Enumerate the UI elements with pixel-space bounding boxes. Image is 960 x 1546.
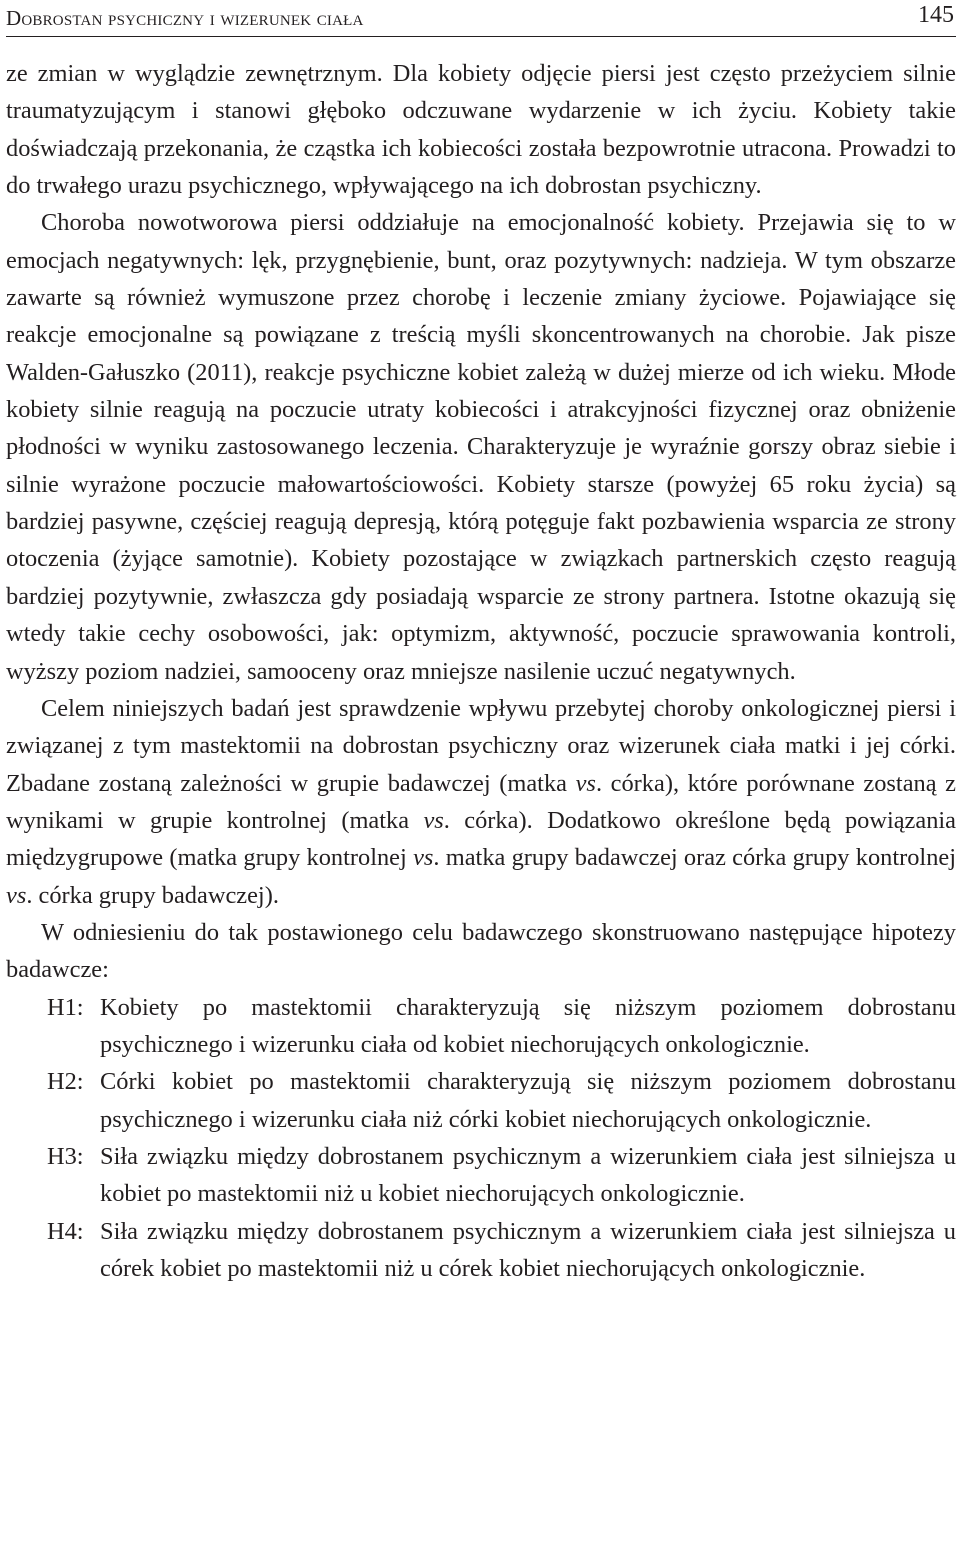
running-header-title: Dobrostan psychiczny i wizerunek ciała [6, 6, 364, 30]
hypothesis-item [6, 1138, 956, 1213]
italic-vs: vs [423, 806, 444, 834]
hypothesis-text: Siła związku między dobrostanem psychicznym a wizerunkiem ciała jest silniejsza u córek kobiet po mastektomii niż u córek kobiet niechorujących onkologicznie. [100, 1217, 956, 1282]
hypothesis-text: Kobiety po mastektomii charakteryzują się niższym poziomem dobrostanu psychicznego i wizerunku ciała od kobiet niechorujących onkologicznie. [100, 993, 956, 1058]
hypothesis-text: Córki kobiet po mastektomii charakteryzują się niższym poziomem dobrostanu psychicznego i wizerunku ciała niż córki kobiet niechorujących onkologicznie. [100, 1068, 956, 1133]
paragraph-text: . córka grupy badawczej). [26, 881, 279, 909]
body-text [6, 55, 956, 1287]
italic-vs: vs [575, 769, 596, 797]
hypothesis-label: H1: [47, 993, 84, 1021]
paragraph-text: . matka grupy badawczej oraz córka grupy kontrolnej [433, 844, 957, 872]
hypothesis-item [6, 1213, 956, 1288]
hypotheses-list [6, 989, 956, 1288]
document-page [6, 0, 956, 1546]
running-header [6, 0, 956, 37]
paragraph-text: . córka), które porównane zostaną z wynikami w grupie kontrolnej (matka [6, 769, 956, 834]
italic-vs: vs [413, 844, 434, 872]
page-number: 145 [918, 2, 954, 28]
paragraph-text: . córka). Dodatkowo określone będą powiązania międzygrupowe (matka grupy kontrolnej [6, 806, 956, 872]
paragraph-text: Choroba nowotworowa piersi oddziałuje na emocjonalność kobiety. Przejawia się to w emocjach negatywnych: lęk, przygnębienie, bunt, oraz pozytywnych: nadzieja. W tym obszarze zawarte są również wymuszone przez chorobę i leczenie zmiany życiowe. Pojawiające się reakcje emocjonalne są powiązane z treścią myśli skoncentrowanych na chorobie. Jak pisze Walden-Gałuszko (2011), reakcje psychiczne kobiet zależą w dużej mierze od ich wieku. Młode kobiety silnie reagują na poczucie utraty kobiecości i atrakcyjności fizycznej oraz obniżenie płodności w wyniku zastosowanego leczenia. Charakteryzuje je wyraźnie gorszy obraz siebie i silnie wyrażone poczucie małowartościowości. Kobiety starsze (powyżej 65 roku życia) są bardziej pasywne, częściej reagują depresją, którą potęguje fakt pozbawienia wsparcia ze strony otoczenia (żyjące samotnie). Kobiety pozostające w związkach partnerskich często reagują bardziej pozytywnie, zwłaszcza gdy posiadają wsparcie ze strony partnera. Istotne okazują się wtedy takie cechy osobowości, jak: optymizm, aktywność, poczucie sprawowania kontroli, wyższy poziom nadziei, samooceny oraz mniejsze nasilenie uczuć negatywnych. [6, 209, 956, 685]
hypothesis-label: H2: [47, 1068, 84, 1096]
hypothesis-label: H4: [47, 1217, 84, 1245]
paragraph-text: W odniesieniu do tak postawionego celu badawczego skonstruowano następujące hipotezy badawcze: [6, 918, 956, 984]
paragraph-text: ze zmian w wyglądzie zewnętrznym. Dla kobiety odjęcie piersi jest często przeżyciem silnie traumatyzującym i stanowi głęboko odczuwane wydarzenie w ich życiu. Kobiety takie doświadczają przekonania, że cząstka ich kobiecości została bezpowrotnie utracona. Prowadzi to do trwałego urazu psychicznego, wpływającego na ich dobrostan psychiczny. [6, 60, 956, 200]
paragraph [6, 690, 956, 914]
hypothesis-item [6, 1063, 956, 1138]
paragraph [6, 204, 956, 689]
hypothesis-item [6, 989, 956, 1064]
paragraph [6, 914, 956, 989]
paragraph-text: Celem niniejszych badań jest sprawdzenie wpływu przebytej choroby onkologicznej piersi i związanej z tym mastektomii na dobrostan psychiczny oraz wizerunek ciała matki i jej córki. Zbadane zostaną zależności w grupie badawczej (matka [6, 694, 956, 797]
hypothesis-label: H3: [47, 1142, 84, 1170]
paragraph [6, 55, 956, 204]
italic-vs: vs [6, 881, 27, 909]
hypothesis-text: Siła związku między dobrostanem psychicznym a wizerunkiem ciała jest silniejsza u kobiet po mastektomii niż u kobiet niechorujących onkologicznie. [100, 1142, 956, 1208]
